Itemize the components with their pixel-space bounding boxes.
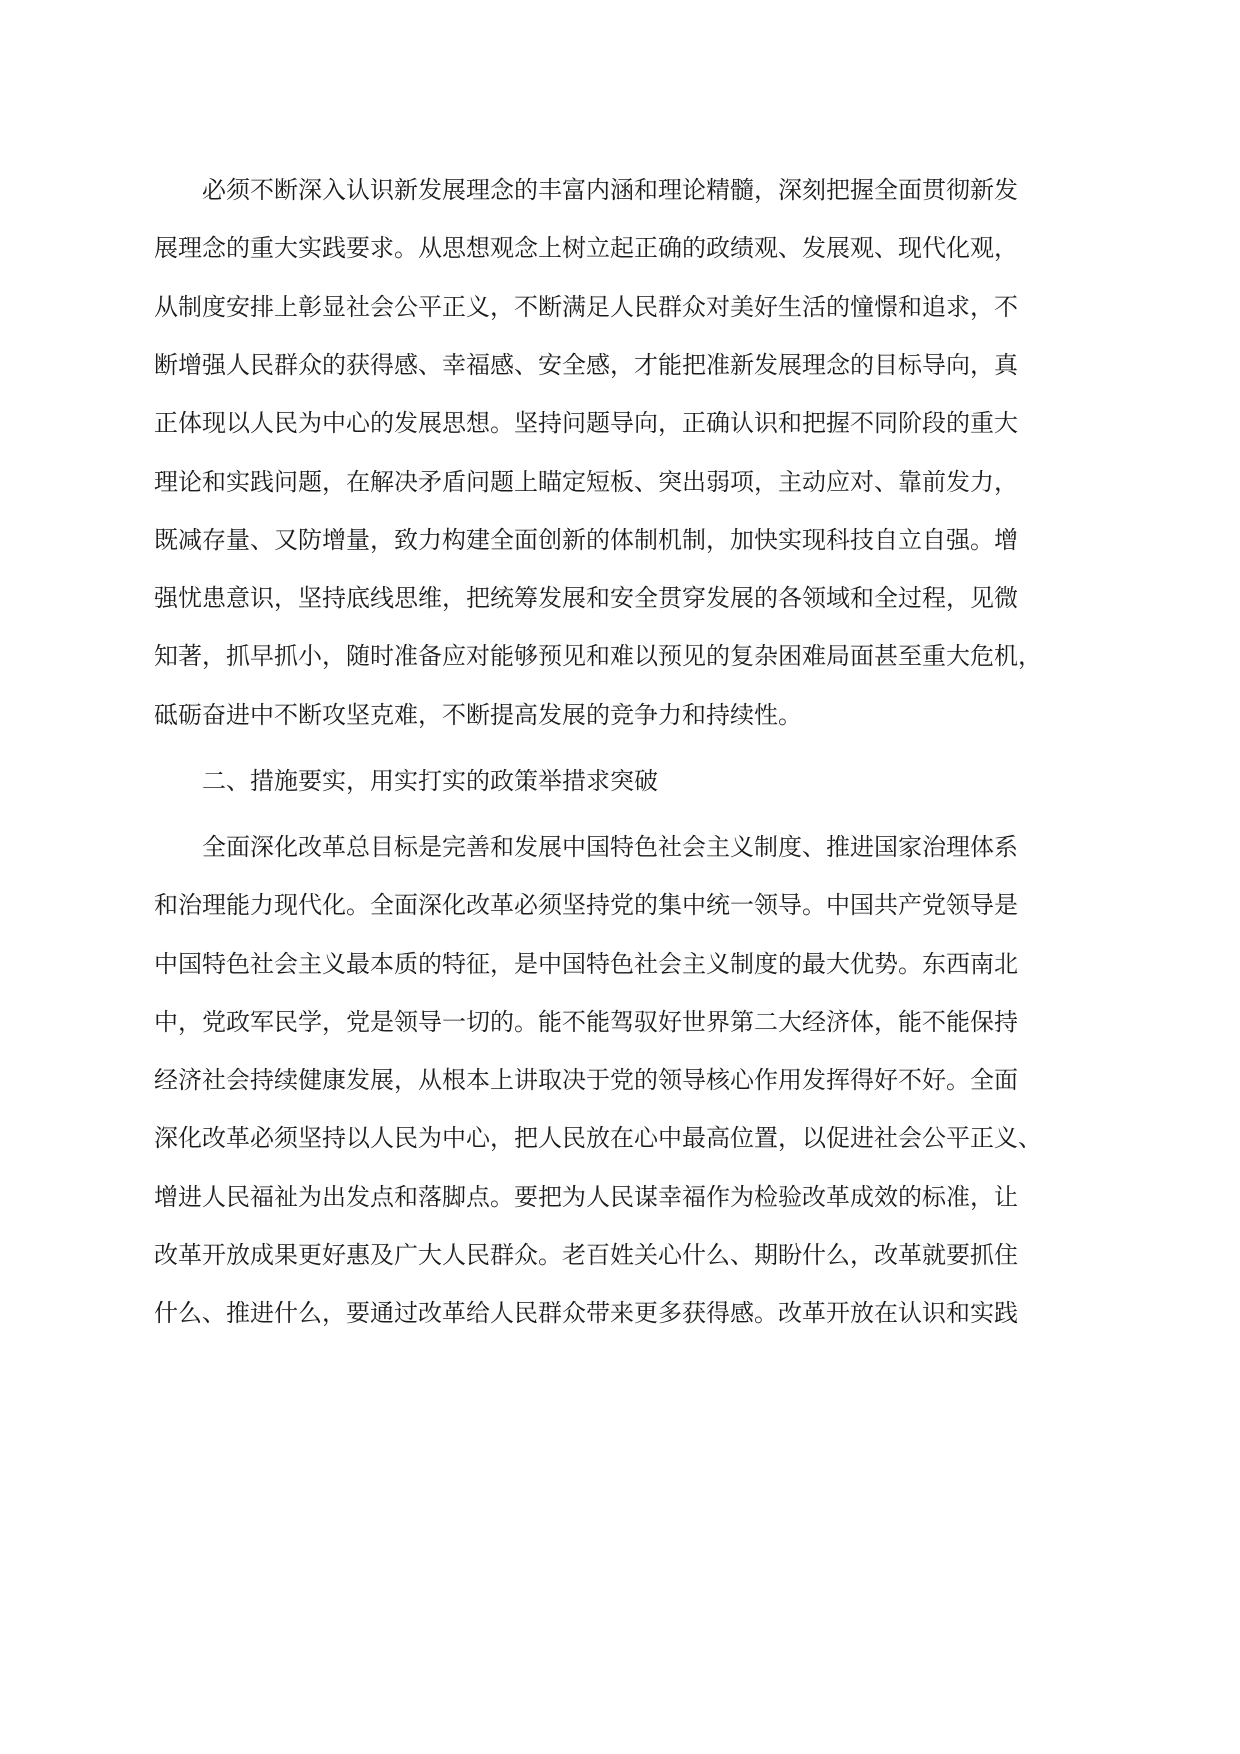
paragraph-2-line: 什么、推进什么，要通过改革给人民群众带来更多获得感。改革开放在认识和实践	[154, 1299, 1018, 1327]
paragraph-2-line: 全面深化改革总目标是完善和发展中国特色社会主义制度、推进国家治理体系	[202, 833, 1018, 861]
paragraph-1-line: 强忧患意识，坚持底线思维，把统筹发展和安全贯穿发展的各领域和全过程，见微	[154, 584, 1018, 612]
paragraph-1-line: 既减存量、又防增量，致力构建全面创新的体制机制，加快实现科技自立自强。增	[154, 526, 1018, 554]
paragraph-2-line: 增进人民福祉为出发点和落脚点。要把为人民谋幸福作为检验改革成效的标准，让	[154, 1183, 1018, 1211]
paragraph-1-line: 砥砺奋进中不断攻坚克难，不断提高发展的竞争力和持续性。	[154, 701, 802, 729]
paragraph-2-line: 深化改革必须坚持以人民为中心，把人民放在心中最高位置，以促进社会公平正义、	[154, 1124, 1042, 1152]
paragraph-2-line: 中，党政军民学，党是领导一切的。能不能驾驭好世界第二大经济体，能不能保持	[154, 1008, 1018, 1036]
paragraph-2-line: 和治理能力现代化。全面深化改革必须坚持党的集中统一领导。中国共产党领导是	[154, 891, 1018, 919]
paragraph-1-line: 从制度安排上彰显社会公平正义，不断满足人民群众对美好生活的憧憬和追求，不	[154, 293, 1018, 321]
paragraph-1-line: 知著，抓早抓小，随时准备应对能够预见和难以预见的复杂困难局面甚至重大危机，	[154, 642, 1042, 670]
paragraph-1-line: 必须不断深入认识新发展理念的丰富内涵和理论精髓，深刻把握全面贯彻新发	[202, 176, 1018, 204]
paragraph-1-line: 展理念的重大实践要求。从思想观念上树立起正确的政绩观、发展观、现代化观，	[154, 234, 1018, 262]
paragraph-2-line: 经济社会持续健康发展，从根本上讲取决于党的领导核心作用发挥得好不好。全面	[154, 1066, 1018, 1094]
paragraph-1-line: 断增强人民群众的获得感、幸福感、安全感，才能把准新发展理念的目标导向，真	[154, 351, 1018, 379]
paragraph-2-line: 改革开放成果更好惠及广大人民群众。老百姓关心什么、期盼什么，改革就要抓住	[154, 1241, 1018, 1269]
paragraph-2-line: 中国特色社会主义最本质的特征，是中国特色社会主义制度的最大优势。东西南北	[154, 950, 1018, 978]
section-heading: 二、措施要实，用实打实的政策举措求突破	[202, 767, 658, 795]
paragraph-1-line: 正体现以人民为中心的发展思想。坚持问题导向，正确认识和把握不同阶段的重大	[154, 409, 1018, 437]
paragraph-1-line: 理论和实践问题，在解决矛盾问题上瞄定短板、突出弱项，主动应对、靠前发力，	[154, 468, 1018, 496]
